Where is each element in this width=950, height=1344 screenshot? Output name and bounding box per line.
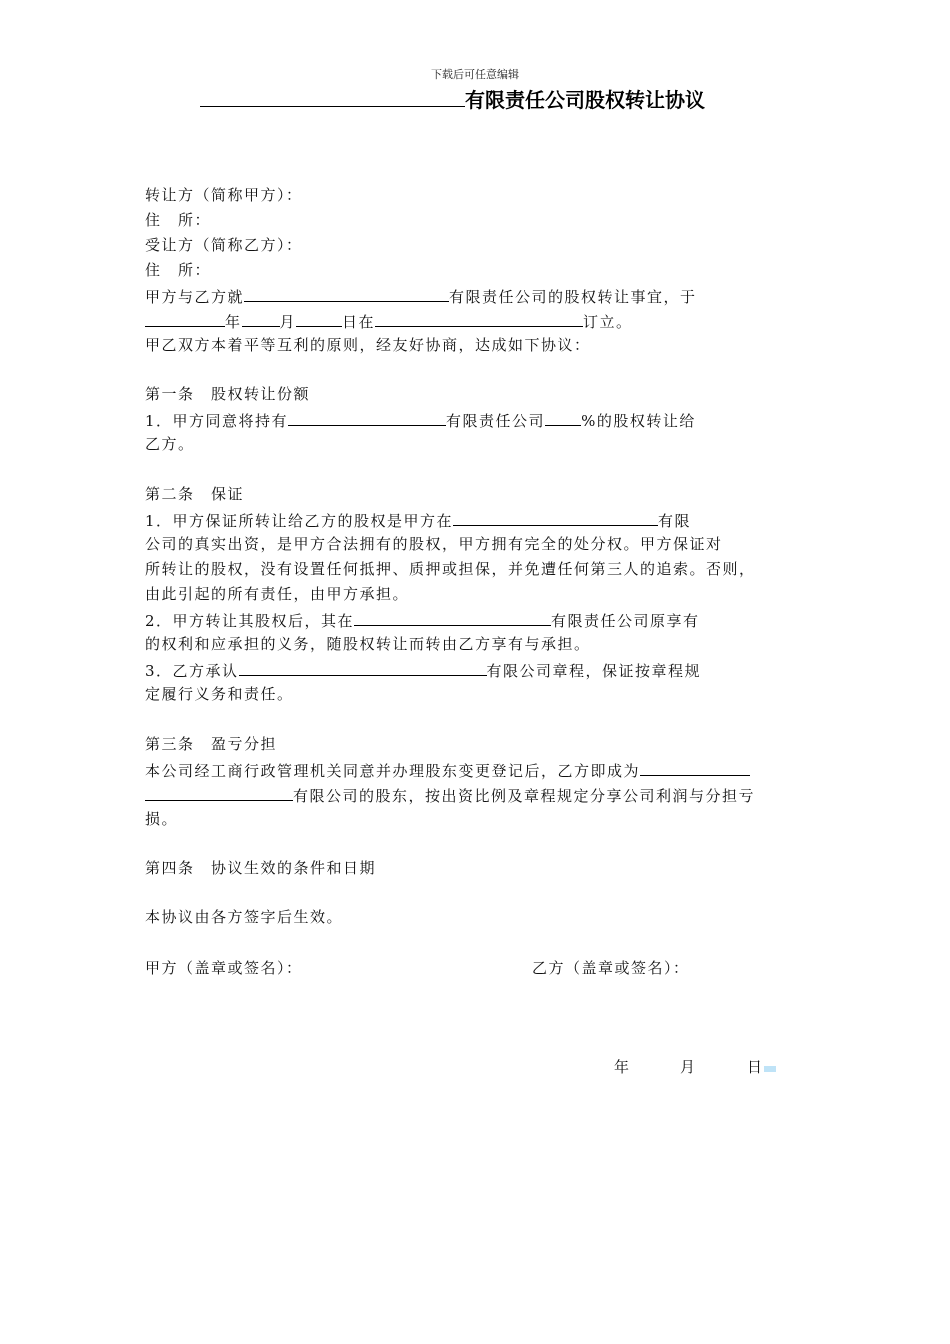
blank-company: [145, 784, 293, 801]
article-2-clause-3: [145, 659, 701, 681]
date-year: 年: [614, 1058, 631, 1076]
article-3-clause: [145, 759, 750, 781]
clause-text: 有限责任公司原享有: [551, 611, 700, 630]
article-3-heading: 第三条 盈亏分担: [145, 735, 278, 753]
date-day: [747, 1057, 776, 1077]
article-1-clause-1-cont: 乙方。: [145, 435, 195, 453]
highlight-mark: [764, 1066, 776, 1072]
transferor-line: 转让方（简称甲方）：: [145, 186, 303, 204]
article-3-clause-cont: [145, 784, 755, 806]
article-1-clause-1: [145, 409, 696, 431]
intro-text: 甲方与乙方就: [145, 287, 245, 306]
intro-text: 月: [279, 312, 297, 331]
clause-text: 1．甲方保证所转让给乙方的股权是甲方在: [145, 511, 454, 530]
transferor-address-line: 住 所：: [145, 211, 212, 229]
document-title: [200, 84, 705, 113]
clause-text: 1．甲方同意将持有: [145, 411, 289, 430]
clause-text: 3．乙方承认: [145, 661, 239, 680]
date-month: 月: [680, 1058, 697, 1076]
blank-company: [244, 285, 449, 302]
blank-day: [296, 310, 342, 327]
clause-text: 有限: [658, 511, 692, 530]
article-3-clause-cont: 损。: [145, 810, 179, 828]
blank-company: [640, 759, 750, 776]
intro-text: 年: [225, 312, 242, 331]
blank-company: [239, 659, 487, 676]
title-text: 有限责任公司股权转让协议: [465, 88, 705, 112]
blank-company: [453, 509, 658, 526]
clause-text: 有限责任公司: [446, 411, 546, 430]
clause-text: 2．甲方转让其股权后，其在: [145, 611, 355, 630]
intro-text: 日在: [342, 312, 376, 331]
article-2-clause-1-cont: 由此引起的所有责任，由甲方承担。: [145, 585, 410, 603]
article-4-heading: 第四条 协议生效的条件和日期: [145, 859, 377, 877]
date-day-label: 日: [747, 1058, 764, 1076]
blank-percent: [545, 409, 581, 426]
clause-text: %的股权转让给: [581, 411, 696, 430]
transferee-address-line: 住 所：: [145, 261, 212, 279]
article-2-clause-1-cont: 所转让的股权，没有设置任何抵押、质押或担保，并免遭任何第三人的追索。否则，: [145, 560, 756, 578]
article-4-clause: 本协议由各方签字后生效。: [145, 908, 344, 926]
blank-month: [242, 310, 280, 327]
blank-year: [145, 310, 225, 327]
article-2-clause-2-cont: 的权利和应承担的义务，随股权转让而转由乙方享有与承担。: [145, 635, 591, 653]
header-note: 下载后可任意编辑: [431, 68, 519, 81]
intro-line-2: [145, 310, 633, 332]
clause-text: 本公司经工商行政管理机关同意并办理股东变更登记后，乙方即成为: [145, 761, 641, 780]
article-1-heading: 第一条 股权转让份额: [145, 385, 311, 403]
title-blank: [200, 85, 465, 107]
blank-place: [375, 310, 583, 327]
blank-company: [354, 609, 551, 626]
intro-line-3: 甲乙双方本着平等互利的原则，经友好协商，达成如下协议：: [145, 336, 591, 354]
article-2-clause-3-cont: 定履行义务和责任。: [145, 685, 294, 703]
article-2-heading: 第二条 保证: [145, 485, 245, 503]
article-2-clause-1-cont: 公司的真实出资，是甲方合法拥有的股权，甲方拥有完全的处分权。甲方保证对: [145, 535, 723, 553]
article-2-clause-2: [145, 609, 700, 631]
intro-line-1: [145, 285, 697, 307]
intro-text: 有限责任公司的股权转让事宜，于: [449, 287, 697, 306]
article-2-clause-1: [145, 509, 691, 531]
party-a-signature: 甲方（盖章或签名）：: [145, 959, 303, 977]
intro-text: 订立。: [583, 312, 633, 331]
clause-text: 有限公司的股东，按出资比例及章程规定分享公司利润与分担亏: [293, 786, 756, 805]
blank-company: [288, 409, 446, 426]
clause-text: 有限公司章程，保证按章程规: [486, 661, 702, 680]
party-b-signature: 乙方（盖章或签名）：: [532, 959, 690, 977]
transferee-line: 受让方（简称乙方）：: [145, 236, 303, 254]
